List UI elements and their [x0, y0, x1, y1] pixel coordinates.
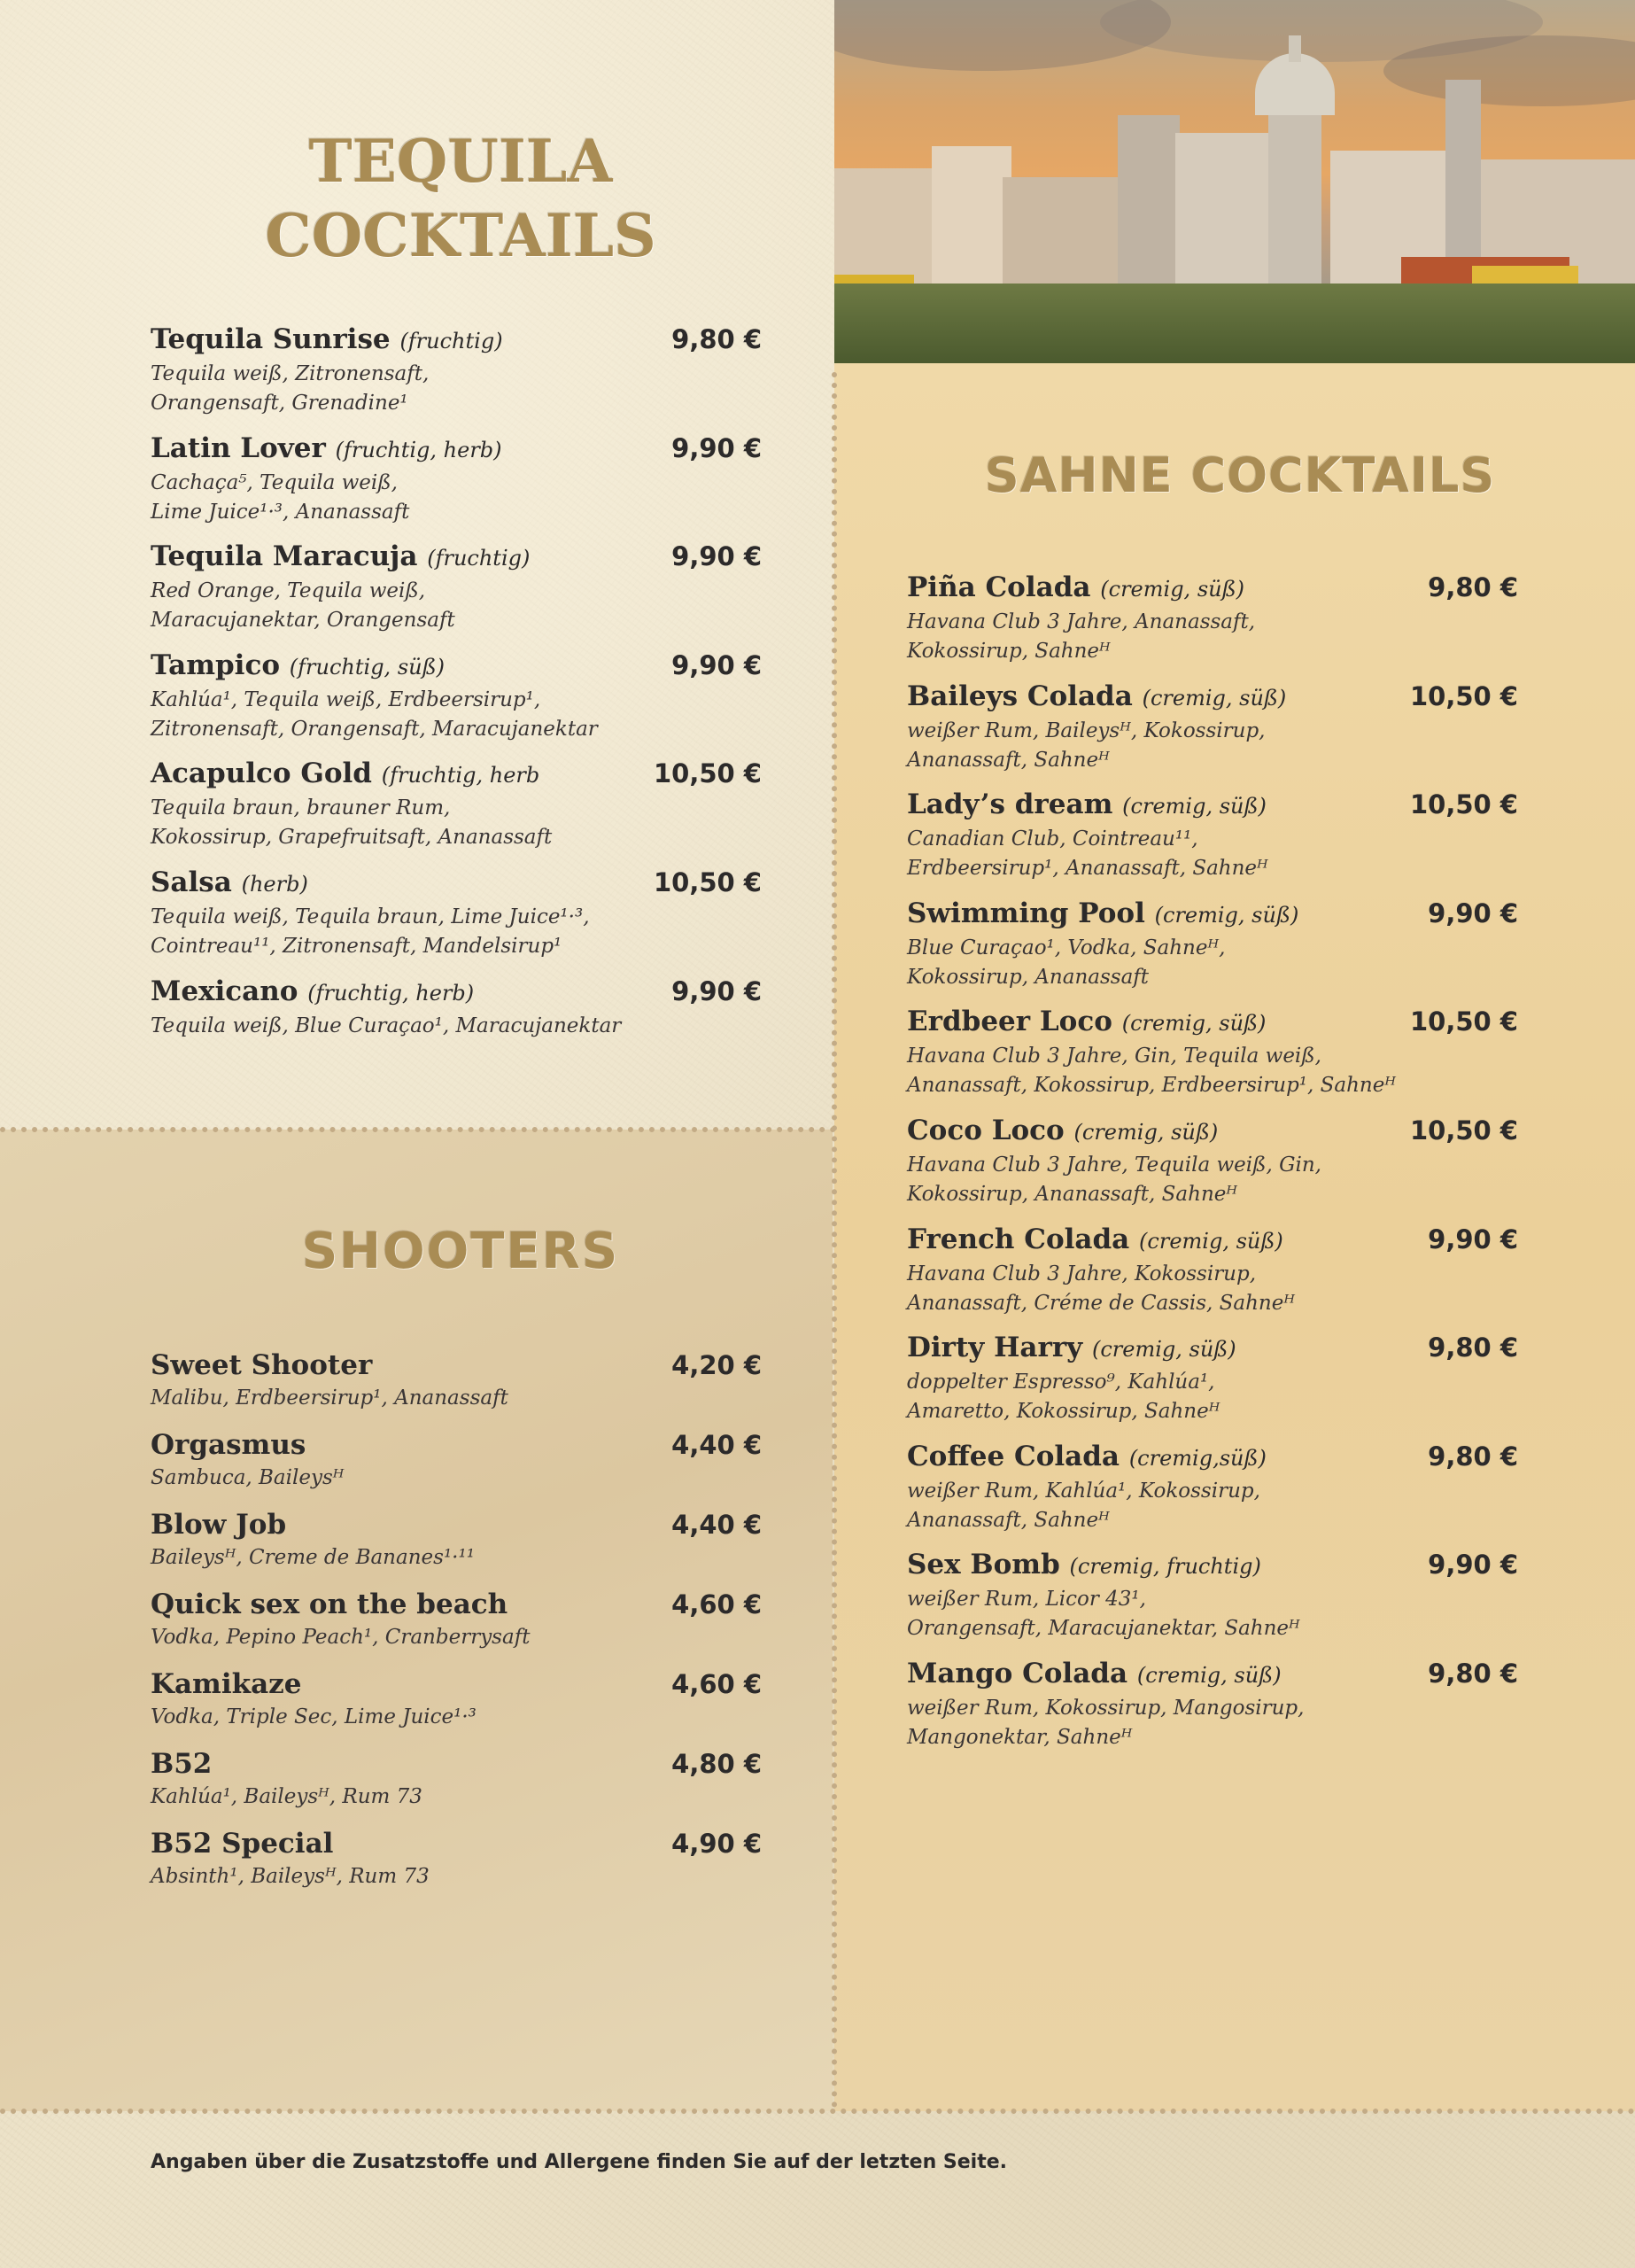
menu-item	[907, 678, 1518, 787]
item-name: Blow Job	[151, 1509, 287, 1541]
item-desc-line2: Ananassaft, Sahneᴴ	[907, 748, 1110, 772]
tequila-menu	[151, 321, 762, 1081]
item-desc: Vodka, Pepino Peach¹, Cranberrysaft	[151, 1626, 531, 1649]
menu-item	[151, 755, 762, 864]
item-name: Piña Colada	[907, 571, 1091, 603]
item-price: 10,50 €	[653, 758, 762, 789]
divider-horizontal-bottom	[0, 2109, 1635, 2114]
item-name: Salsa	[151, 866, 232, 898]
menu-item	[151, 647, 762, 756]
item-price: 9,80 €	[1428, 1658, 1518, 1689]
menu-item	[907, 895, 1518, 1004]
item-note: (fruchtig)	[399, 329, 503, 353]
item-note: (fruchtig, herb	[381, 763, 540, 788]
item-price: 10,50 €	[1409, 680, 1518, 711]
item-desc: Malibu, Erdbeersirup¹, Ananassaft	[151, 1386, 508, 1410]
item-desc-line2: Maracujanektar, Orangensaft	[151, 609, 455, 633]
item-price: 4,60 €	[671, 1669, 762, 1699]
item-desc-line2: Amaretto, Kokossirup, Sahneᴴ	[907, 1400, 1220, 1424]
item-price: 9,90 €	[671, 975, 762, 1006]
item-price: 9,80 €	[1428, 1332, 1518, 1363]
item-note: (cremig,süß)	[1128, 1445, 1267, 1471]
menu-item	[907, 1546, 1518, 1655]
item-name: Orgasmus	[151, 1429, 306, 1461]
item-note: (cremig, süß)	[1091, 1337, 1236, 1363]
item-price: 9,90 €	[671, 649, 762, 680]
item-desc-line1: weißer Rum, Kahlúa¹, Kokossirup,	[907, 1479, 1260, 1503]
divider-vertical	[832, 372, 837, 2109]
divider-horizontal-left	[0, 1127, 836, 1132]
item-price: 9,80 €	[1428, 1441, 1518, 1472]
item-note: (cremig, süß)	[1073, 1119, 1219, 1145]
item-desc-line2: Zitronensaft, Orangensaft, Maracujanektar	[151, 717, 598, 741]
item-name: Mango Colada	[907, 1657, 1128, 1689]
menu-item	[151, 1666, 762, 1745]
item-price: 9,90 €	[671, 541, 762, 572]
item-name: Dirty Harry	[907, 1332, 1083, 1364]
item-desc-line1: weißer Rum, Baileysᴴ, Kokossirup,	[907, 718, 1266, 742]
item-desc-line2: Cointreau¹¹, Zitronensaft, Mandelsirup¹	[151, 934, 562, 958]
item-desc-line1: Canadian Club, Cointreau¹¹,	[907, 827, 1198, 851]
item-desc-line1: Tequila weiß, Tequila braun, Lime Juice¹·³,	[151, 905, 590, 928]
item-name: Sex Bomb	[907, 1549, 1060, 1581]
menu-item	[151, 1347, 762, 1426]
tequila-heading-line2: COCKTAILS	[265, 201, 656, 270]
menu-item	[151, 864, 762, 973]
item-price: 9,90 €	[671, 432, 762, 463]
item-name: B52	[151, 1748, 213, 1780]
item-price: 9,90 €	[1428, 1223, 1518, 1254]
item-price: 4,20 €	[671, 1350, 762, 1380]
menu-item	[151, 430, 762, 539]
item-desc-line2: Ananassaft, Kokossirup, Erdbeersirup¹, Sahneᴴ	[907, 1074, 1396, 1098]
item-name: Sweet Shooter	[151, 1349, 373, 1381]
item-name: Baileys Colada	[907, 680, 1133, 712]
item-desc-line1: Cachaça⁵, Tequila weiß,	[151, 470, 398, 494]
menu-item	[151, 1426, 762, 1506]
sahne-heading: SAHNE COCKTAILS	[984, 447, 1496, 503]
item-price: 4,40 €	[671, 1510, 762, 1540]
item-note: (cremig, süß)	[1139, 1228, 1283, 1254]
menu-item	[151, 1586, 762, 1666]
item-desc-line2: Orangensaft, Grenadine¹	[151, 392, 408, 415]
item-note: (cremig, süß)	[1136, 1662, 1282, 1688]
item-name: Tampico	[151, 649, 280, 681]
item-name: Lady’s dream	[907, 788, 1113, 821]
item-desc-line1: Tequila weiß, Zitronensaft,	[151, 362, 430, 385]
item-name: Tequila Maracuja	[151, 540, 418, 573]
item-price: 9,90 €	[1428, 1550, 1518, 1581]
shooters-menu	[151, 1347, 762, 1905]
menu-item	[151, 1825, 762, 1905]
menu-item	[907, 1221, 1518, 1330]
item-note: (cremig, fruchtig)	[1069, 1554, 1261, 1580]
item-note: (cremig, süß)	[1121, 1011, 1267, 1037]
item-note: (cremig, süß)	[1122, 794, 1267, 819]
item-price: 4,90 €	[671, 1829, 762, 1859]
menu-item	[907, 1438, 1518, 1547]
item-price: 10,50 €	[653, 866, 762, 897]
item-note: (fruchtig, herb)	[307, 980, 475, 1006]
item-desc: Baileysᴴ, Creme de Bananes¹·¹¹	[151, 1546, 475, 1569]
item-name: Tequila Sunrise	[151, 323, 391, 355]
item-desc-line2: Lime Juice¹·³, Ananassaft	[151, 500, 410, 524]
menu-item	[907, 1003, 1518, 1112]
item-name: Coffee Colada	[907, 1440, 1120, 1472]
item-note: (fruchtig)	[427, 546, 531, 571]
item-desc-line1: Havana Club 3 Jahre, Gin, Tequila weiß,	[907, 1045, 1321, 1068]
menu-item	[907, 1112, 1518, 1221]
item-name: Kamikaze	[151, 1668, 302, 1700]
item-note: (fruchtig, süß)	[289, 654, 445, 680]
item-price: 9,80 €	[671, 324, 762, 354]
menu-item	[151, 973, 762, 1082]
item-desc-line2: Kokossirup, Sahneᴴ	[907, 640, 1111, 663]
menu-item	[151, 1506, 762, 1586]
item-desc-line1: Tequila weiß, Blue Curaçao¹, Maracujanektar	[151, 1014, 622, 1037]
item-desc-line1: Havana Club 3 Jahre, Tequila weiß, Gin,	[907, 1153, 1321, 1177]
item-desc-line1: doppelter Espresso⁹, Kahlúa¹,	[907, 1371, 1215, 1394]
item-desc-line1: Red Orange, Tequila weiß,	[151, 579, 426, 603]
item-desc-line2: Mangonektar, Sahneᴴ	[907, 1725, 1133, 1749]
city-skyline-photo	[834, 0, 1635, 363]
item-desc: Sambuca, Baileysᴴ	[151, 1466, 345, 1489]
item-name: Latin Lover	[151, 431, 326, 464]
item-desc-line1: weißer Rum, Kokossirup, Mangosirup,	[907, 1696, 1305, 1720]
tequila-heading-line1: TEQUILA	[308, 127, 613, 196]
item-desc-line1: Kahlúa¹, Tequila weiß, Erdbeersirup¹,	[151, 687, 541, 711]
item-note: (herb)	[241, 871, 308, 897]
item-desc-line2: Kokossirup, Ananassaft, Sahneᴴ	[907, 1182, 1238, 1206]
menu-item	[151, 538, 762, 647]
menu-item	[151, 1745, 762, 1825]
menu-item	[907, 569, 1518, 678]
item-desc-line2: Ananassaft, Sahneᴴ	[907, 1508, 1110, 1532]
item-name: Mexicano	[151, 975, 298, 1007]
item-desc-line2: Orangensaft, Maracujanektar, Sahneᴴ	[907, 1617, 1300, 1641]
item-note: (cremig, süß)	[1142, 685, 1287, 711]
item-price: 9,90 €	[1428, 897, 1518, 928]
item-note: (fruchtig, herb)	[335, 437, 502, 462]
item-price: 4,40 €	[671, 1430, 762, 1460]
item-desc-line1: Blue Curaçao¹, Vodka, Sahneᴴ,	[907, 936, 1226, 959]
menu-item	[907, 1655, 1518, 1764]
item-name: French Colada	[907, 1223, 1130, 1255]
tequila-heading	[213, 124, 709, 273]
item-price: 4,80 €	[671, 1749, 762, 1779]
item-desc-line2: Kokossirup, Ananassaft	[907, 965, 1150, 989]
item-name: Quick sex on the beach	[151, 1588, 508, 1620]
item-name: Erdbeer Loco	[907, 1006, 1112, 1038]
item-desc-line1: Havana Club 3 Jahre, Ananassaft,	[907, 610, 1256, 633]
item-note: (cremig, süß)	[1154, 902, 1299, 928]
item-name: Swimming Pool	[907, 897, 1145, 929]
item-desc-line2: Ananassaft, Créme de Cassis, Sahneᴴ	[907, 1291, 1295, 1315]
sahne-menu	[907, 569, 1518, 1764]
item-price: 10,50 €	[1409, 1115, 1518, 1146]
item-price: 4,60 €	[671, 1589, 762, 1619]
item-price: 10,50 €	[1409, 1006, 1518, 1037]
item-price: 10,50 €	[1409, 789, 1518, 820]
item-desc-line2: Kokossirup, Grapefruitsaft, Ananassaft	[151, 826, 553, 850]
menu-item	[907, 1329, 1518, 1438]
shooters-heading: SHOOTERS	[301, 1223, 620, 1280]
item-name: Coco Loco	[907, 1114, 1065, 1146]
item-desc-line1: Havana Club 3 Jahre, Kokossirup,	[907, 1262, 1257, 1285]
item-desc: Kahlúa¹, Baileysᴴ, Rum 73	[151, 1785, 422, 1808]
item-desc: Vodka, Triple Sec, Lime Juice¹·³	[151, 1705, 477, 1728]
item-desc: Absinth¹, Baileysᴴ, Rum 73	[151, 1865, 430, 1888]
menu-item	[151, 321, 762, 430]
allergen-footnote: Angaben über die Zusatzstoffe und Allergene finden Sie auf der letzten Seite.	[151, 2151, 1007, 2173]
item-desc-line1: weißer Rum, Licor 43¹,	[907, 1588, 1146, 1612]
item-price: 9,80 €	[1428, 572, 1518, 602]
menu-item	[907, 786, 1518, 895]
item-desc-line1: Tequila braun, brauner Rum,	[151, 796, 451, 820]
item-name: B52 Special	[151, 1828, 334, 1860]
item-name: Acapulco Gold	[151, 757, 372, 790]
item-desc-line2: Erdbeersirup¹, Ananassaft, Sahneᴴ	[907, 857, 1268, 881]
item-note: (cremig, süß)	[1100, 577, 1244, 602]
